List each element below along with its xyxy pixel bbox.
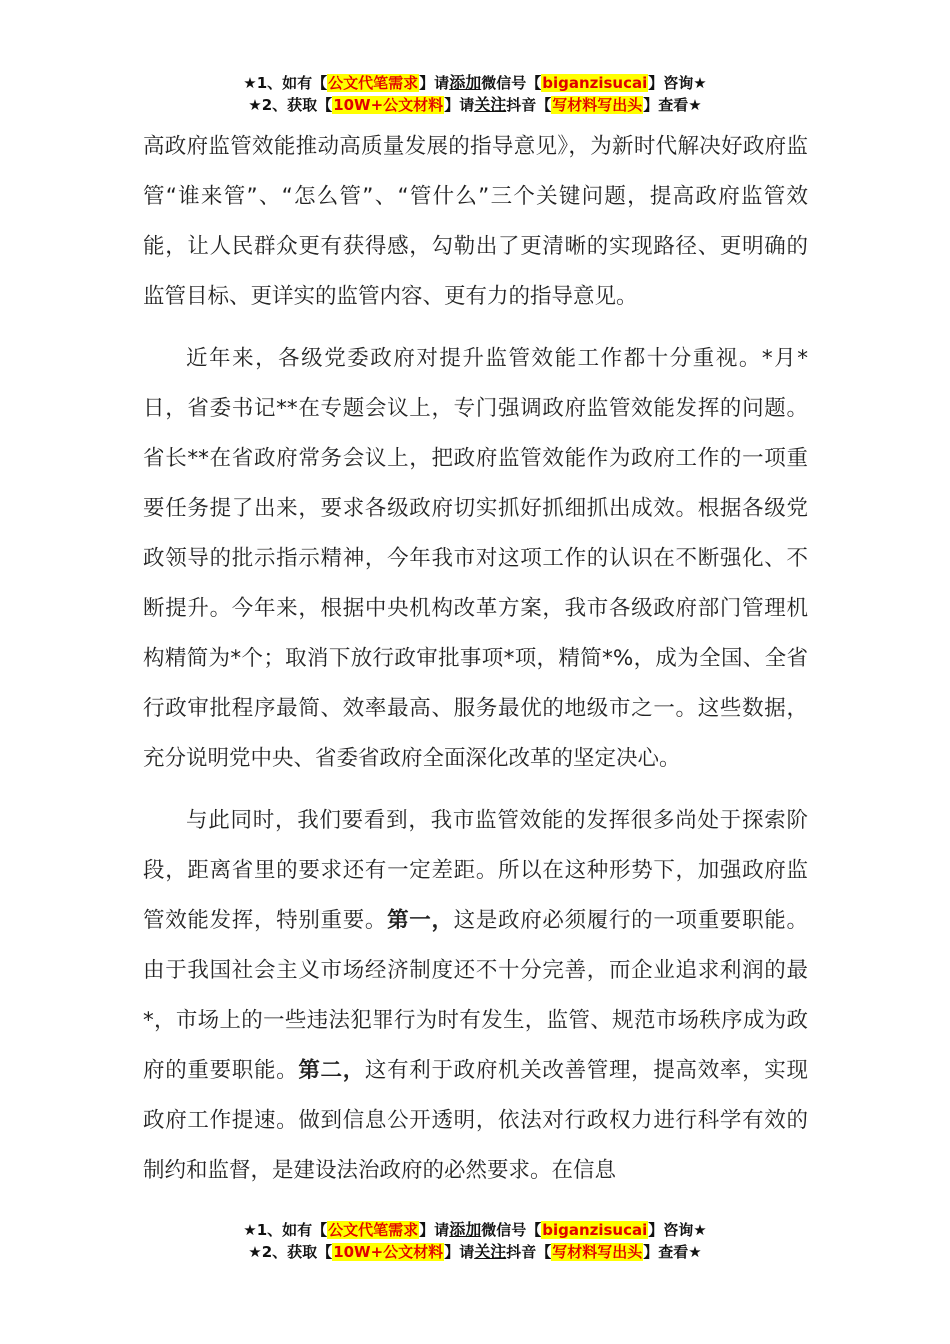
highlight-douyin-account: 写材料写出头	[552, 96, 643, 114]
banner-text: 2、获取【	[261, 96, 333, 114]
banner-line-2	[0, 94, 950, 116]
first-point-text: 这是政府必须履行的一项重要职能。由于我国社会主义市场经济制度还不十分完善，而企业追求利润的最*，市场上的一些违法犯罪行为时有发生，监管、规范市场秩序成为政府的重要职能。	[143, 908, 808, 1083]
highlight-service: 公文代笔需求	[328, 1221, 419, 1239]
second-point-text: 这有利于政府机关改善管理，提高效率，实现政府工作提速。做到信息公开透明，依法对行政权力进行科学有效的制约和监督，是建设法治政府的必然要求。在信息	[143, 1058, 808, 1183]
footer-banner	[0, 1219, 950, 1263]
banner-text: 】请	[444, 96, 475, 114]
star-icon: ★	[248, 1243, 262, 1261]
star-icon: ★	[243, 74, 257, 92]
banner-text: 1、如有【	[256, 74, 328, 92]
banner-text: 抖音【	[506, 96, 552, 114]
highlight-wechat-id: biganzisucai	[542, 74, 648, 92]
paragraph-1: 高政府监管效能推动高质量发展的指导意见》，为新时代解决好政府监管“谁来管”、“怎么管”、“管什么”三个关键问题，提高政府监管效能，让人民群众更有获得感，勾勒出了更清晰的实现路径、更明确的监管目标、更详实的监管内容、更有力的指导意见。	[143, 134, 808, 309]
document-body	[143, 122, 808, 1196]
banner-text: 】请	[419, 74, 450, 92]
paragraph-3	[143, 796, 808, 1196]
banner-text: 2、获取【	[261, 1243, 333, 1261]
header-banner	[0, 72, 950, 116]
paragraph-3-intro: 与此同时，我们要看到，我市监管效能的发挥很多尚处于探索阶段，距离省里的要求还有一定差距。所以在这种形势下，加强政府监管效能发挥，特别重要。	[143, 808, 808, 933]
banner-text: 】咨询★	[648, 1221, 707, 1239]
banner-line-1	[0, 1219, 950, 1241]
highlight-materials: 10W+公文材料	[333, 96, 444, 114]
highlight-douyin-account: 写材料写出头	[552, 1243, 643, 1261]
first-point-heading: 第一，	[387, 908, 454, 933]
banner-text: 】请	[444, 1243, 475, 1261]
banner-text: 抖音【	[506, 1243, 552, 1261]
banner-line-2	[0, 1241, 950, 1263]
banner-text: 1、如有【	[256, 1221, 328, 1239]
highlight-service: 公文代笔需求	[328, 74, 419, 92]
paragraph-2: 近年来，各级党委政府对提升监管效能工作都十分重视。*月*日，省委书记**在专题会议上，专门强调政府监管效能发挥的问题。省长**在省政府常务会议上，把政府监管效能作为政府工作的一项重要任务提了出来，要求各级政府切实抓好抓细抓出成效。根据各级党政领导的批示指示精神，今年我市对这项工作的认识在不断强化、不断提升。今年来，根据中央机构改革方案，我市各级政府部门管理机构精简为*个；取消下放行政审批事项*项，精简*%，成为全国、全省行政审批程序最简、效率最高、服务最优的地级市之一。这些数据，充分说明党中央、省委省政府全面深化改革的坚定决心。	[143, 346, 808, 771]
second-point-heading: 第二，	[298, 1058, 365, 1083]
banner-emphasis: 添加	[449, 73, 482, 92]
highlight-materials: 10W+公文材料	[333, 1243, 444, 1261]
banner-text: 】咨询★	[648, 74, 707, 92]
banner-text: 】请	[419, 1221, 450, 1239]
banner-emphasis: 添加	[449, 1220, 482, 1239]
banner-emphasis: 关注	[474, 95, 507, 114]
banner-emphasis: 关注	[474, 1242, 507, 1261]
star-icon: ★	[243, 1221, 257, 1239]
banner-text: 】查看★	[643, 1243, 702, 1261]
banner-text: 微信号【	[481, 74, 542, 92]
banner-text: 】查看★	[643, 96, 702, 114]
banner-line-1	[0, 72, 950, 94]
highlight-wechat-id: biganzisucai	[542, 1221, 648, 1239]
banner-text: 微信号【	[481, 1221, 542, 1239]
star-icon: ★	[248, 96, 262, 114]
